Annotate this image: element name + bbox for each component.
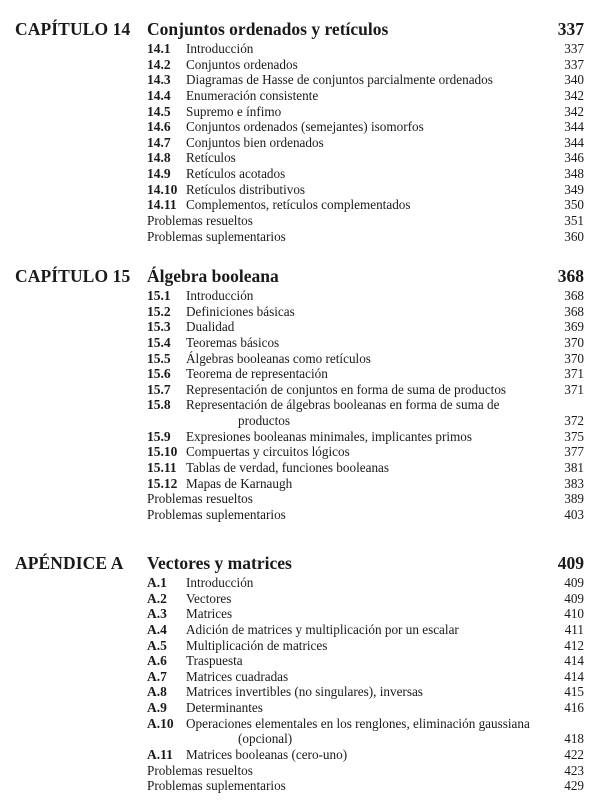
section-page-number: 337 <box>564 56 584 72</box>
section-number: 15.11 <box>147 460 177 476</box>
toc-problems-entry <box>0 229 600 245</box>
section-page-number: 414 <box>564 668 584 684</box>
section-number: A.9 <box>147 700 167 716</box>
problems-title: Problemas suplementarios <box>147 778 286 794</box>
section-number: 15.1 <box>147 288 171 303</box>
section-number: A.2 <box>147 590 167 606</box>
section-title: Traspuesta <box>186 653 243 669</box>
toc-section-entry <box>0 444 600 460</box>
section-title: Supremo e ínfimo <box>186 103 282 119</box>
section-number: A.6 <box>147 653 167 669</box>
chapter-title: Conjuntos ordenados y retículos <box>147 19 389 39</box>
toc-section-entry <box>0 182 600 198</box>
section-number: 14.6 <box>147 119 171 135</box>
toc-problems-entry <box>0 213 600 229</box>
section-title: Teorema de representación <box>186 366 328 382</box>
section-page-number: 371 <box>564 381 584 397</box>
section-page-number: 368 <box>564 303 584 319</box>
section-number: 15.7 <box>147 381 171 397</box>
section-number: 14.8 <box>147 150 171 166</box>
toc-section-entry <box>0 716 600 732</box>
problems-page-number: 429 <box>564 778 584 794</box>
toc-section-entry <box>0 366 600 382</box>
section-page-number: 375 <box>564 428 584 444</box>
chapter-block <box>0 553 600 794</box>
section-number: 15.6 <box>147 366 171 382</box>
section-page-number: 342 <box>564 87 584 103</box>
section-number: 15.5 <box>147 350 171 366</box>
chapter-heading <box>0 553 600 575</box>
section-page-number: 344 <box>564 134 584 150</box>
section-title: Adición de matrices y multiplicación por un escalar <box>186 621 459 637</box>
section-page-number: 349 <box>564 181 584 197</box>
toc-section-entry <box>0 150 600 166</box>
section-number: 14.11 <box>147 197 177 213</box>
problems-page-number: 423 <box>564 762 584 778</box>
section-page-number: 372 <box>564 413 584 429</box>
section-number: A.10 <box>147 715 174 731</box>
section-page-number: 369 <box>564 319 584 335</box>
section-title: Retículos <box>186 150 236 166</box>
toc-section-entry <box>0 88 600 104</box>
section-title: Dualidad <box>186 319 235 335</box>
toc-section-entry <box>0 382 600 398</box>
section-number: 15.10 <box>147 444 178 460</box>
chapter-title: Álgebra booleana <box>147 266 279 286</box>
section-title-continuation: productos <box>238 413 291 429</box>
section-title: Introducción <box>186 288 254 303</box>
toc-section-entry <box>0 288 600 304</box>
section-page-number: 409 <box>564 575 584 590</box>
section-page-number: 370 <box>564 350 584 366</box>
toc-section-entry <box>0 57 600 73</box>
toc-section-entry <box>0 119 600 135</box>
toc-section-entry <box>0 429 600 445</box>
section-number: A.4 <box>147 621 167 637</box>
toc-section-entry <box>0 319 600 335</box>
problems-title: Problemas resueltos <box>147 762 253 778</box>
section-title: Teoremas básicos <box>186 334 280 350</box>
chapter-heading <box>0 266 600 288</box>
problems-title: Problemas suplementarios <box>147 228 286 244</box>
section-number: 15.8 <box>147 397 171 413</box>
section-page-number: 348 <box>564 166 584 182</box>
section-page-number: 346 <box>564 150 584 166</box>
chapter-heading <box>0 19 600 41</box>
chapter-page-number: 337 <box>557 19 584 39</box>
section-title: Matrices <box>186 606 233 622</box>
section-page-number: 414 <box>564 653 584 669</box>
toc-section-entry <box>0 104 600 120</box>
section-title: Matrices cuadradas <box>186 668 289 684</box>
chapter-block <box>0 266 600 523</box>
section-page-number: 411 <box>564 621 584 637</box>
toc-section-entry <box>0 135 600 151</box>
section-title: Complementos, retículos complementados <box>186 197 411 213</box>
section-page-number: 371 <box>564 366 584 382</box>
section-number: 14.5 <box>147 103 171 119</box>
section-title: Representación de álgebras booleanas en forma de suma de <box>186 397 500 413</box>
section-title: Multiplicación de matrices <box>186 637 328 653</box>
section-title: Conjuntos ordenados <box>186 56 298 72</box>
toc-problems-entry <box>0 507 600 523</box>
toc-section-entry <box>0 747 600 763</box>
section-title: Retículos acotados <box>186 166 286 182</box>
section-title: Conjuntos ordenados (semejantes) isomorfos <box>186 119 424 135</box>
toc-problems-entry <box>0 491 600 507</box>
chapter-page-number: 409 <box>557 553 584 573</box>
chapter-title: Vectores y matrices <box>147 553 292 573</box>
section-page-number: 342 <box>564 103 584 119</box>
toc-section-entry <box>0 622 600 638</box>
section-title: Álgebras booleanas como retículos <box>186 350 371 366</box>
section-page-number: 412 <box>564 637 584 653</box>
section-title: Matrices booleanas (cero-uno) <box>186 747 348 763</box>
section-title: Introducción <box>186 41 254 56</box>
problems-page-number: 389 <box>564 491 584 507</box>
section-title: Matrices invertibles (no singulares), inversas <box>186 684 423 700</box>
section-title: Enumeración consistente <box>186 87 319 103</box>
chapter-label: CAPÍTULO 14 <box>15 19 131 39</box>
toc-section-entry <box>0 575 600 591</box>
section-title: Vectores <box>186 590 232 606</box>
section-title: Compuertas y circuitos lógicos <box>186 444 350 460</box>
toc-section-entry <box>0 460 600 476</box>
problems-title: Problemas resueltos <box>147 491 253 507</box>
section-title: Retículos distributivos <box>186 181 306 197</box>
section-number: 14.7 <box>147 134 171 150</box>
section-number: A.5 <box>147 637 167 653</box>
section-number: 15.12 <box>147 475 178 491</box>
section-number: 15.3 <box>147 319 171 335</box>
problems-title: Problemas suplementarios <box>147 506 286 522</box>
toc-section-continuation <box>0 413 600 429</box>
section-page-number: 383 <box>564 475 584 491</box>
chapter-label: APÉNDICE A <box>15 553 124 573</box>
section-page-number: 422 <box>564 747 584 763</box>
toc-section-continuation <box>0 731 600 747</box>
toc-section-entry <box>0 304 600 320</box>
section-number: 14.9 <box>147 166 171 182</box>
chapter-page-number: 368 <box>557 266 584 286</box>
section-number: A.8 <box>147 684 167 700</box>
section-page-number: 340 <box>564 72 584 88</box>
section-title: Conjuntos bien ordenados <box>186 134 324 150</box>
section-title: Expresiones booleanas minimales, implicantes primos <box>186 428 473 444</box>
problems-page-number: 403 <box>564 506 584 522</box>
section-number: 14.2 <box>147 56 171 72</box>
toc-section-entry <box>0 351 600 367</box>
problems-page-number: 351 <box>564 213 584 229</box>
section-page-number: 368 <box>564 288 584 303</box>
section-number: A.11 <box>147 747 173 763</box>
section-number: 15.2 <box>147 303 171 319</box>
section-page-number: 337 <box>564 41 584 56</box>
section-title: Operaciones elementales en los renglones, eliminación gaussiana <box>186 715 530 731</box>
section-number: 14.10 <box>147 181 178 197</box>
section-number: 14.4 <box>147 87 171 103</box>
section-title: Tablas de verdad, funciones booleanas <box>186 460 390 476</box>
toc-section-entry <box>0 197 600 213</box>
toc-problems-entry <box>0 763 600 779</box>
problems-title: Problemas resueltos <box>147 213 253 229</box>
toc-section-entry <box>0 335 600 351</box>
section-title: Definiciones básicas <box>186 303 295 319</box>
section-title: Diagramas de Hasse de conjuntos parcialmente ordenados <box>186 72 493 88</box>
toc-section-entry <box>0 397 600 413</box>
toc-section-entry <box>0 72 600 88</box>
section-page-number: 416 <box>564 700 584 716</box>
section-title: Representación de conjuntos en forma de suma de productos <box>186 381 507 397</box>
problems-page-number: 360 <box>564 228 584 244</box>
section-title: Determinantes <box>186 700 263 716</box>
toc-section-entry <box>0 700 600 716</box>
section-number: A.1 <box>147 575 167 590</box>
section-title: Mapas de Karnaugh <box>186 475 293 491</box>
section-page-number: 410 <box>564 606 584 622</box>
toc-problems-entry <box>0 778 600 794</box>
toc-section-entry <box>0 606 600 622</box>
section-page-number: 377 <box>564 444 584 460</box>
section-number: A.7 <box>147 668 167 684</box>
toc-section-entry <box>0 166 600 182</box>
toc-section-entry <box>0 591 600 607</box>
section-number: A.3 <box>147 606 167 622</box>
section-page-number: 370 <box>564 334 584 350</box>
section-title-continuation: (opcional) <box>238 731 293 747</box>
section-title: Introducción <box>186 575 254 590</box>
toc-section-entry <box>0 669 600 685</box>
toc-section-entry <box>0 684 600 700</box>
section-page-number: 350 <box>564 197 584 213</box>
toc-section-entry <box>0 638 600 654</box>
section-number: 14.3 <box>147 72 171 88</box>
toc-section-entry <box>0 41 600 57</box>
section-number: 15.9 <box>147 428 171 444</box>
section-number: 15.4 <box>147 334 171 350</box>
toc-section-entry <box>0 476 600 492</box>
section-page-number: 409 <box>564 590 584 606</box>
chapter-block <box>0 19 600 244</box>
section-page-number: 381 <box>564 460 584 476</box>
section-page-number: 418 <box>564 731 584 747</box>
toc-section-entry <box>0 653 600 669</box>
section-page-number: 344 <box>564 119 584 135</box>
section-page-number: 415 <box>564 684 584 700</box>
section-number: 14.1 <box>147 41 171 56</box>
chapter-label: CAPÍTULO 15 <box>15 266 131 286</box>
